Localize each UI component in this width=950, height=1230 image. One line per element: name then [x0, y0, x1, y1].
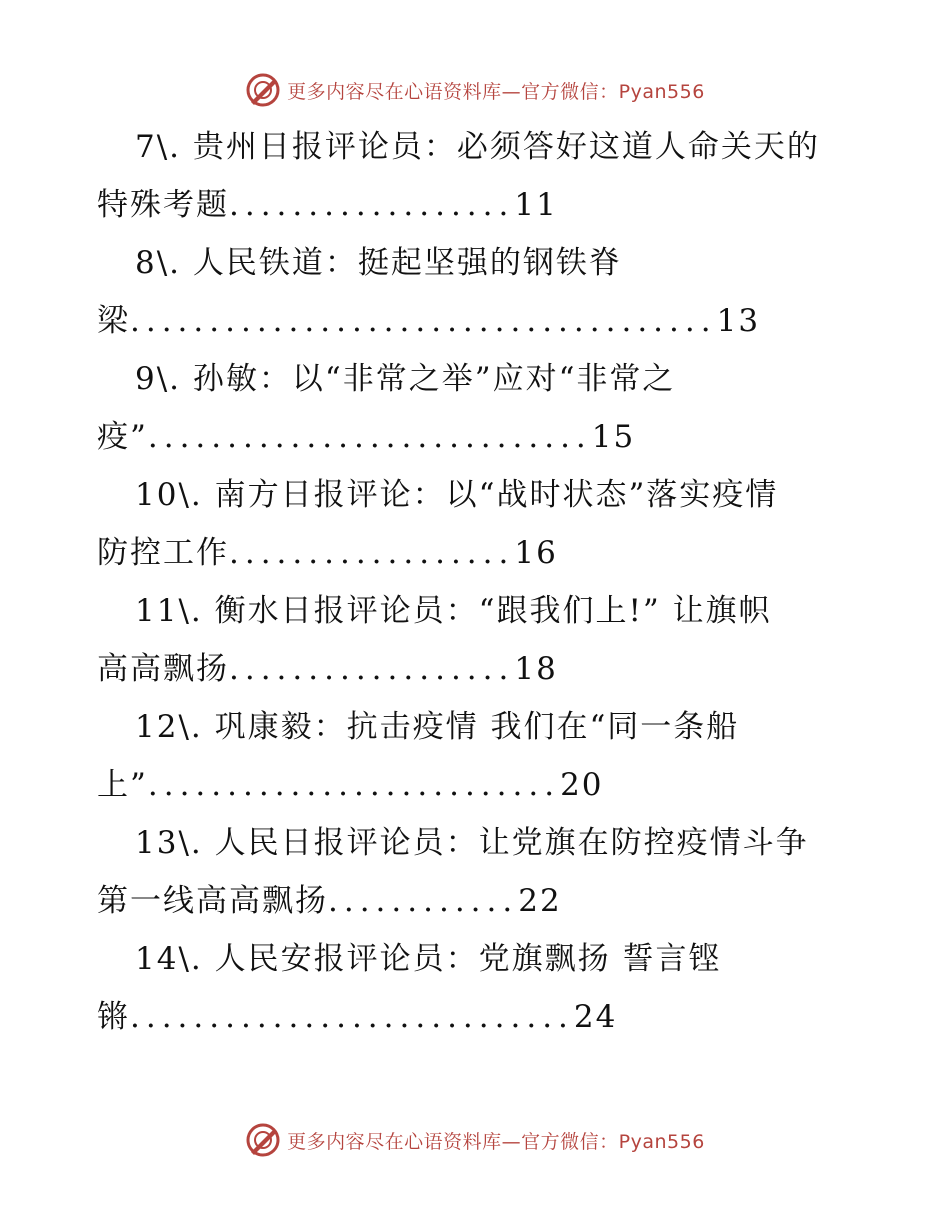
- toc-entry-title-cont: 疫”: [97, 419, 148, 455]
- brand-logo-icon: [245, 1122, 281, 1158]
- toc-leader-dots: ............................: [130, 999, 574, 1035]
- footer-banner-text: 更多内容尽在心语资料库—官方微信：Pyan556: [287, 1130, 705, 1153]
- toc-entry-continuation: [0, 988, 950, 1046]
- toc-entry-title-cont: 上”: [97, 767, 148, 803]
- toc-entry-title: 12\. 巩康毅：抗击疫情 我们在“同一条船: [135, 709, 740, 745]
- toc-entry-title: 9\. 孙敏：以“非常之举”应对“非常之: [135, 361, 676, 397]
- toc-leader-dots: ..................: [229, 535, 515, 571]
- toc-entry-continuation: [0, 640, 950, 698]
- toc-page-number: 16: [514, 535, 558, 571]
- toc-entry-continuation: [0, 524, 950, 582]
- toc-page-number: 15: [591, 419, 636, 455]
- toc-leader-dots: .....................................: [130, 303, 717, 339]
- toc-entry-continuation: [0, 292, 950, 350]
- toc-entry-title: 11\. 衡水日报评论员：“跟我们上!” 让旗帜: [135, 593, 772, 629]
- header-banner-text: 更多内容尽在心语资料库—官方微信：Pyan556: [287, 80, 705, 103]
- toc-entry-continuation: [0, 408, 950, 466]
- toc-page-number: 13: [716, 303, 761, 339]
- toc-entry-title-cont: 第一线高高飘扬: [97, 883, 328, 919]
- toc-entry[interactable]: [0, 930, 950, 1046]
- toc-leader-dots: ..................: [229, 651, 515, 687]
- toc-leader-dots: ............: [328, 883, 519, 919]
- toc-entry[interactable]: [0, 582, 950, 698]
- toc-entry-title: 13\. 人民日报评论员：让党旗在防控疫情斗争: [135, 825, 809, 861]
- toc-leader-dots: ..................: [229, 187, 515, 223]
- toc-entry[interactable]: [0, 118, 950, 234]
- toc-entry-title-cont: 特殊考题: [97, 187, 229, 223]
- toc-entry[interactable]: [0, 814, 950, 930]
- toc-entry-continuation: [0, 176, 950, 234]
- toc-entry[interactable]: [0, 466, 950, 582]
- toc-entry-title-cont: 防控工作: [97, 535, 229, 571]
- toc-entry-continuation: [0, 872, 950, 930]
- toc-entry-title: 7\. 贵州日报评论员：必须答好这道人命关天的: [135, 129, 820, 165]
- toc-entry-title-cont: 高高飘扬: [97, 651, 229, 687]
- header-banner: [0, 70, 950, 110]
- toc-entry-title: 14\. 人民安报评论员：党旗飘扬 誓言铿: [135, 941, 722, 977]
- brand-logo-icon: [245, 72, 281, 108]
- toc-entry-title: 10\. 南方日报评论：以“战时状态”落实疫情: [135, 477, 779, 513]
- footer-banner: [0, 1120, 950, 1160]
- toc-entry-title: 8\. 人民铁道：挺起坚强的钢铁脊: [135, 245, 622, 281]
- toc-leader-dots: ............................: [147, 419, 592, 455]
- toc-page-number: 11: [514, 187, 558, 223]
- toc-leader-dots: ..........................: [147, 767, 561, 803]
- toc-page-number: 18: [514, 651, 558, 687]
- toc-entry-continuation: [0, 756, 950, 814]
- toc-entry[interactable]: [0, 234, 950, 350]
- toc-entry[interactable]: [0, 698, 950, 814]
- toc-page-number: 20: [560, 767, 604, 803]
- toc-page-number: 24: [573, 999, 618, 1035]
- toc-entry-title-cont: 锵: [97, 999, 130, 1035]
- toc-entry-title-cont: 梁: [97, 303, 130, 339]
- toc-page-number: 22: [518, 883, 562, 919]
- table-of-contents: [0, 118, 950, 1046]
- toc-entry[interactable]: [0, 350, 950, 466]
